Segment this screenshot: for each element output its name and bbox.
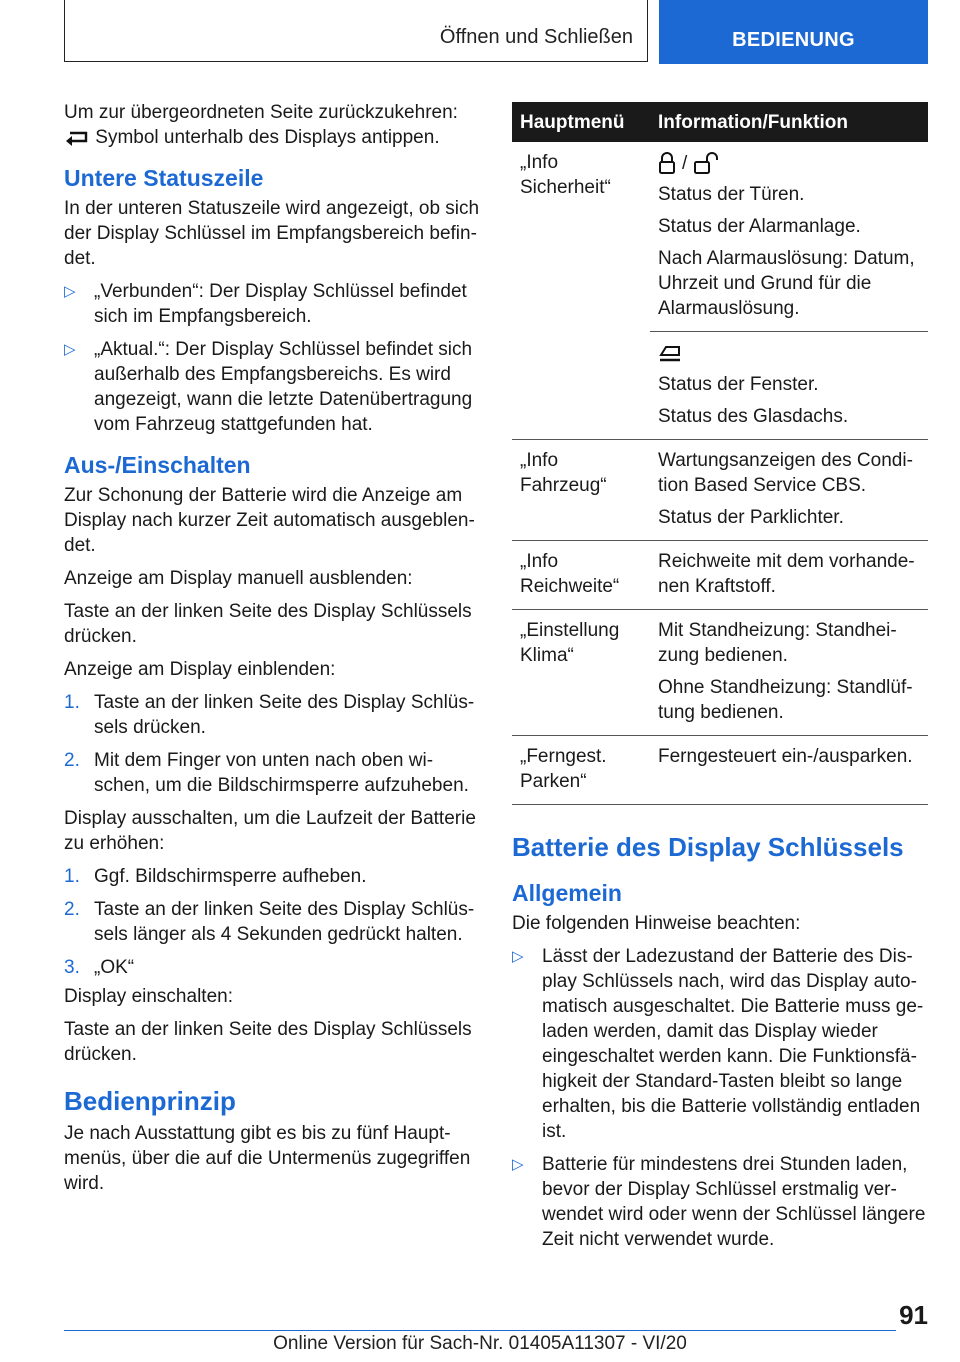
table-cell-info [650,736,928,805]
info-line: Wartungsanzeigen des Condition Based Service CBS. [658,450,913,496]
list-item [64,337,480,437]
step-item [64,897,480,947]
heading-untere-statuszeile: Untere Statuszeile [64,165,264,191]
intro-line-2: Symbol unterhalb des Displays antippen. [95,127,440,148]
step-text: Taste an der linken Seite des Display Schlüssels länger als 4 Sekunden gedrückt halten. [94,899,475,945]
step-text: Taste an der linken Seite des Display Schlüssels drücken. [94,692,475,738]
step-item [64,864,480,889]
lock-open-icon [693,152,719,174]
heading-batterie: Batterie des Display Schlüssels [512,832,904,862]
back-arrow-icon [64,130,90,146]
prinzip-paragraph: Je nach Ausstattung gibt es bis zu fünf Hauptmenüs, über die auf die Untermenüs zugegriffen wird. [64,1123,471,1194]
table-row [512,541,928,610]
right-column [512,102,928,1260]
step-text: Ggf. Bildschirmsperre aufheben. [94,866,367,887]
info-line: Status der Parklichter. [658,507,844,528]
info-line: Ferngesteuert ein-/ausparken. [658,746,913,767]
info-line: Reichweite mit dem vorhandenen Kraftstoff. [658,551,915,597]
icon-row [658,150,920,176]
list-item-text: Lässt der Ladezustand der Batterie des Display Schlüssels nach, wird das Display automatisch ausgeschaltet. Die Batterie muss geladen werden, damit das Display wieder eingeschaltet werden kann. Die Funktionsfähigkeit der Standard-Tasten bleibt so lange erhalten, bis die Batterie vollständig entladen ist. [542,946,924,1142]
step-number: 1. [64,866,80,887]
step-number: 2. [64,750,80,771]
list-item-text: „Aktual.“: Der Display Schlüssel befindet sich außerhalb des Empfangsbereichs. Es wird angezeigt, wann die letzte Datenübertragung vom Fahrzeug stattgefunden hat. [94,339,473,435]
icon-separator: / [682,152,688,174]
list-item [512,944,928,1144]
table-cell-info [650,610,928,736]
table-cell-menu: „Einstellung Klima“ [512,610,650,736]
table-cell-menu: „Ferngest. Parken“ [512,736,650,805]
info-line: Status der Türen. [658,184,805,205]
intro-paragraph [64,100,480,150]
triangle-bullet-icon: ▷ [512,1156,524,1173]
ausschalten-paragraph: Display ausschalten, um die Laufzeit der Batterie zu erhöhen: [64,808,476,854]
table-cell-menu: „Info Reichweite“ [512,541,650,610]
footer-online-version: Online Version für Sach-Nr. 01405A11307 - VI/20 [273,1333,687,1354]
taste-paragraph-2: Taste an der linken Seite des Display Schlüssels drücken. [64,1019,472,1065]
chapter-tab: BEDIENUNG [659,0,928,64]
einschalten-paragraph: Display einschalten: [64,986,233,1007]
footer-divider [64,1330,896,1331]
triangle-bullet-icon: ▷ [64,341,76,358]
info-line: Mit Standheizung: Standheizung bedienen. [658,620,897,666]
step-number: 1. [64,692,80,713]
lock-closed-icon [658,152,676,174]
table-cell-menu: „Info Fahrzeug“ [512,440,650,541]
table-row [512,142,928,332]
left-column [64,100,480,1204]
table-cell-info [650,332,928,440]
page-number: 91 [899,1300,928,1330]
table-row [512,440,928,541]
heading-aus-einschalten: Aus-/Einschalten [64,452,251,478]
table-cell-info [650,142,928,332]
hinweise-paragraph: Die folgenden Hinweise beachten: [512,913,801,934]
menu-table [512,102,928,805]
page-header [64,0,928,64]
taste-paragraph: Taste an der linken Seite des Display Schlüssels drücken. [64,601,472,647]
icon-row [658,340,920,366]
list-item-text: Batterie für mindestens drei Stunden laden, bevor der Display Schlüssel erstmalig verwendet wird oder wenn der Schlüssel längere Zeit nicht verwendet wurde. [542,1154,926,1250]
info-line: Status der Fenster. [658,374,819,395]
ausblenden-paragraph: Anzeige am Display manuell ausblenden: [64,568,413,589]
info-line: Ohne Standheizung: Standlüftung bedienen. [658,677,913,723]
table-header-hauptmenu: Hauptmenü [512,102,650,142]
table-row [512,610,928,736]
section-title: Öffnen und Schließen [64,0,648,62]
statuszeile-paragraph: In der unteren Statuszeile wird angezeigt, ob sich der Display Schlüssel im Empfangsbereich befindet. [64,198,480,269]
info-line: Status der Alarmanlage. [658,216,861,237]
step-number: 2. [64,899,80,920]
table-cell-info [650,440,928,541]
table-header-row [512,102,928,142]
table-row [512,736,928,805]
step-number: 3. [64,957,80,978]
table-cell-menu: „Info Sicherheit“ [512,142,650,440]
triangle-bullet-icon: ▷ [64,283,76,300]
list-item [512,1152,928,1252]
einblenden-paragraph: Anzeige am Display einblenden: [64,659,336,680]
list-item-text: „Verbunden“: Der Display Schlüssel befindet sich im Empfangsbereich. [94,281,467,327]
heading-allgemein: Allgemein [512,880,622,906]
ausein-paragraph: Zur Schonung der Batterie wird die Anzeige am Display nach kurzer Zeit automatisch ausgeblendet. [64,485,475,556]
step-text: „OK“ [94,957,135,978]
heading-bedienprinzip: Bedienprinzip [64,1086,236,1116]
step-item [64,748,480,798]
info-line: Status des Glasdachs. [658,406,849,427]
intro-line-1: Um zur übergeordneten Seite zurückzukehren: [64,102,458,123]
info-line: Nach Alarmauslösung: Datum, Uhrzeit und Grund für die Alarmauslösung. [658,248,915,319]
car-window-icon [658,343,682,363]
triangle-bullet-icon: ▷ [512,948,524,965]
step-text: Mit dem Finger von unten nach oben wischen, um die Bildschirmsperre aufzuheben. [94,750,469,796]
table-cell-info [650,541,928,610]
step-item [64,690,480,740]
list-item [64,279,480,329]
step-item [64,955,480,980]
table-header-information: Information/Funktion [650,102,928,142]
